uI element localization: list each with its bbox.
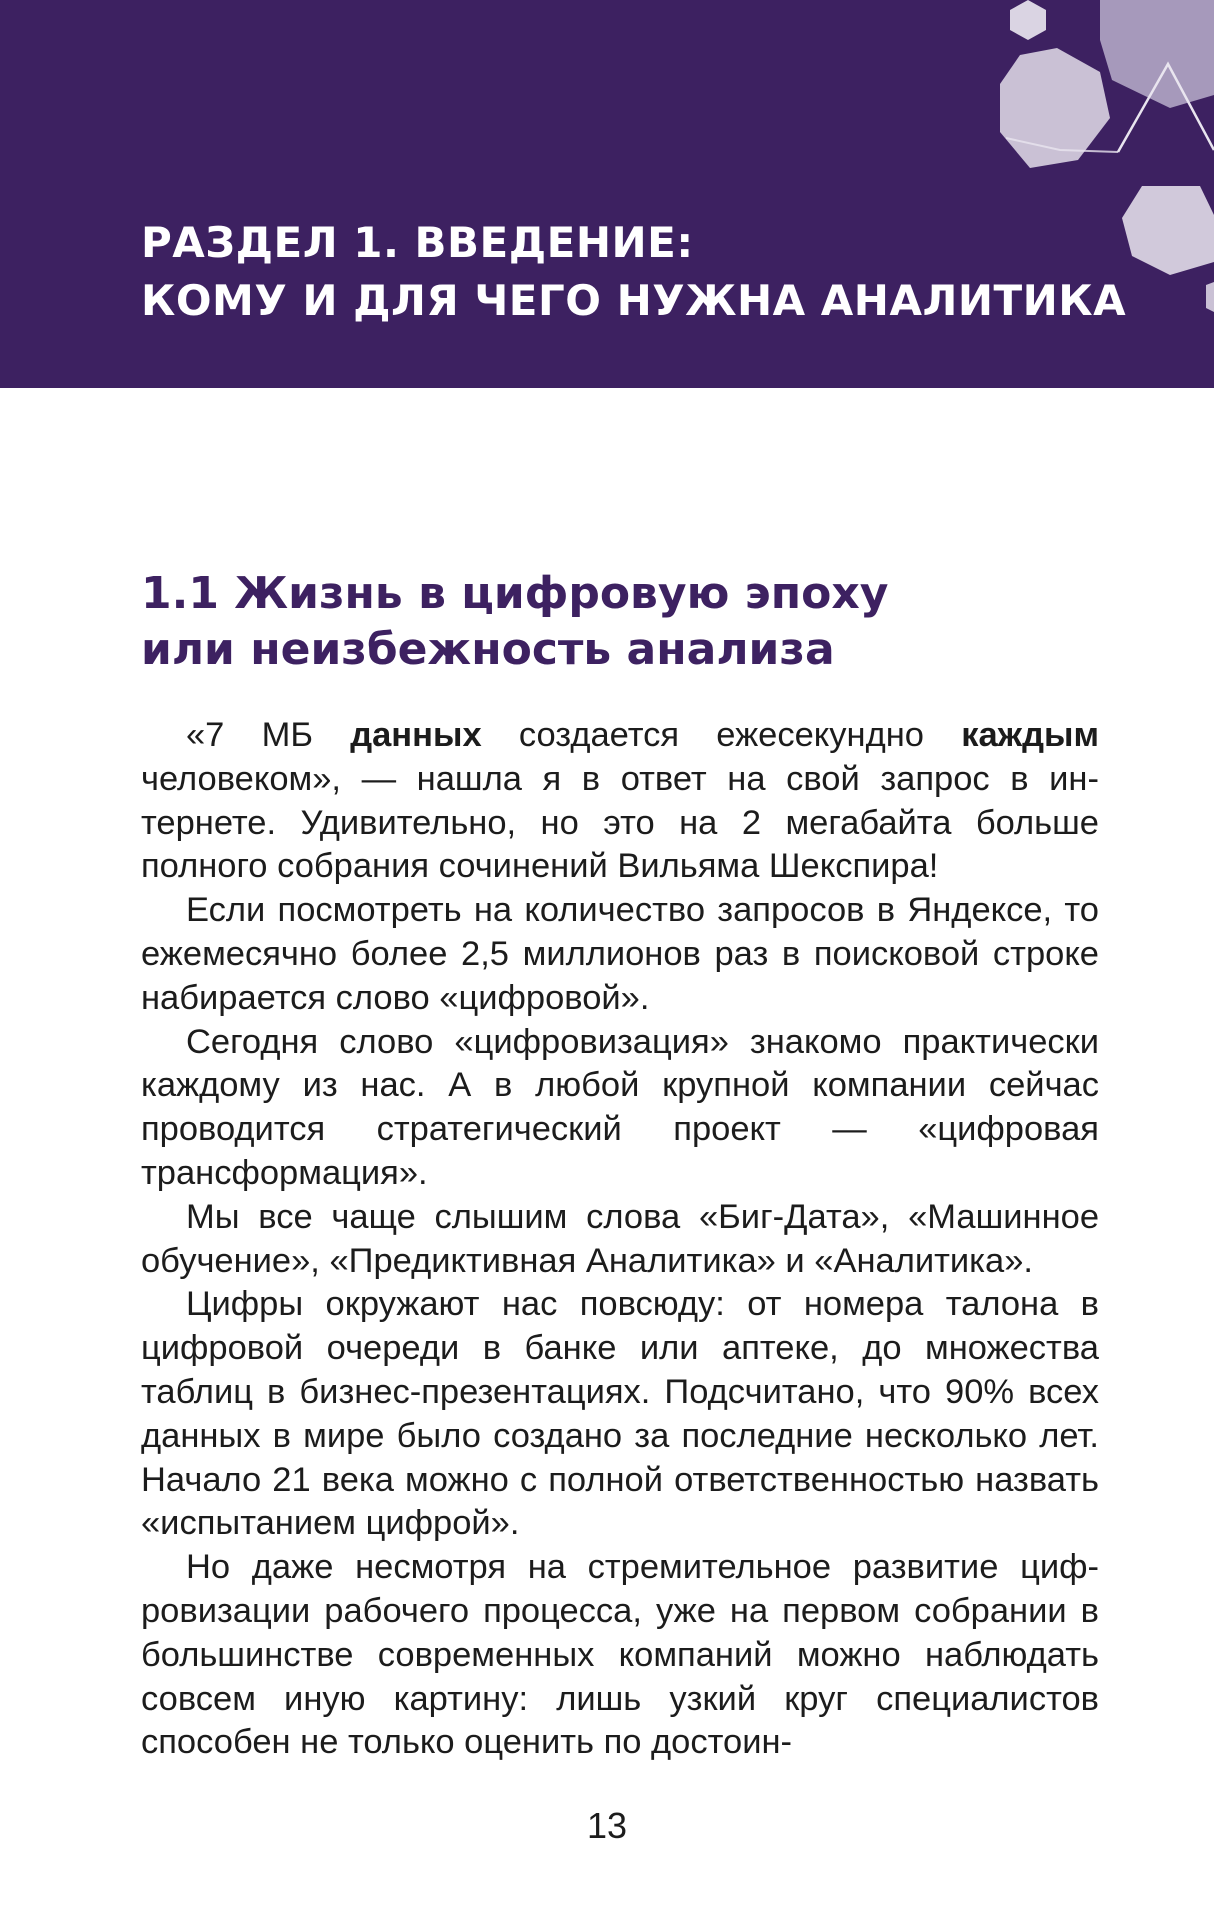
subsection-title	[141, 566, 888, 678]
paragraph-1-text-a: «7 МБ	[186, 716, 351, 754]
paragraph-1-bold-data: данных	[350, 716, 482, 754]
paragraph-1-text-e: человеком», — нашла я в ответ на свой запрос в интернете. Удивительно, но это на 2 мегабайта больше полного собрания сочинений Вильяма Шекспира!	[141, 759, 1099, 886]
subsection-title-line-1: 1.1 Жизнь в цифровую эпоху	[141, 568, 889, 619]
subsection-title-line-2: или неизбежность анализа	[141, 624, 835, 675]
section-banner	[0, 0, 1214, 388]
paragraph-1-bold-each: каждым	[961, 716, 1099, 754]
body-text	[141, 714, 1099, 1765]
section-title	[141, 214, 1126, 330]
paragraph-6: Но даже несмотря на стремительное развитие цифровизации рабочего процесса, уже на первом собрании в большинстве современных компаний можно наблюдать совсем иную картину: лишь узкий круг специалистов способен не только оценить по достоин-	[141, 1548, 1099, 1762]
page-number: 13	[586, 1805, 628, 1846]
paragraph-1	[141, 714, 1099, 889]
section-title-line-2: КОМУ И ДЛЯ ЧЕГО НУЖНА АНАЛИТИКА	[141, 276, 1127, 325]
paragraph-4: Мы все чаще слышим слова «Биг-Дата», «Машинное обучение», «Предиктивная Аналитика» и «Аналитика».	[141, 1197, 1099, 1280]
paragraph-2: Если посмотреть на количество запросов в Яндексе, то ежемесячно более 2,5 миллионов раз в поисковой строке набирается слово «цифровой».	[141, 891, 1099, 1017]
paragraph-3: Сегодня слово «цифровизация» знакомо практически каждому из нас. А в любой крупной компании сейчас проводится стратегический проект — «цифровая трансформация».	[141, 1022, 1099, 1192]
paragraph-5: Цифры окружают нас повсюду: от номера талона в цифровой очереди в банке или аптеке, до множества таблиц в бизнес-презентациях. Подсчитано, что 90% всех данных в мире было создано за последние несколько лет. Начало 21 века можно с полной ответственностью назвать «испытанием цифрой».	[141, 1285, 1099, 1543]
section-title-line-1: РАЗДЕЛ 1. ВВЕДЕНИЕ:	[141, 218, 694, 267]
paragraph-1-text-c: создается ежесекундно	[481, 716, 962, 754]
